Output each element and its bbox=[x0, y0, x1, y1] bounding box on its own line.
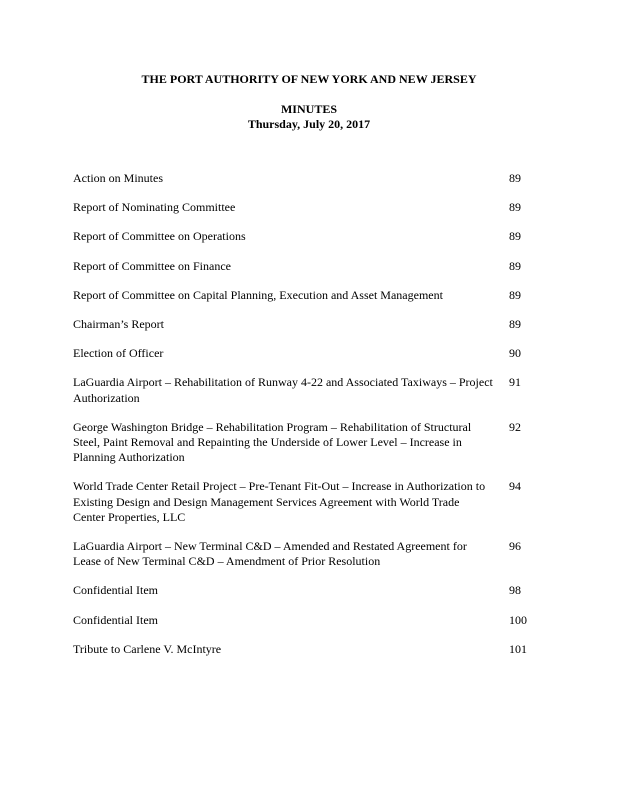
toc-entry-page-number: 89 bbox=[509, 317, 521, 332]
toc-entry bbox=[73, 171, 533, 186]
toc-entry bbox=[73, 642, 533, 657]
toc-entry bbox=[73, 479, 533, 525]
toc-entry-title: Election of Officer bbox=[73, 346, 164, 361]
page-title: MINUTES bbox=[280, 102, 337, 116]
toc-entry-title: Confidential Item bbox=[73, 612, 158, 627]
toc-entry-title: Confidential Item bbox=[73, 583, 158, 598]
toc-entry bbox=[73, 539, 533, 569]
toc-entry-page-number: 100 bbox=[509, 612, 527, 627]
toc-entry-title: Report of Committee on Capital Planning, Execution and Asset Management bbox=[73, 287, 443, 302]
toc-entry-title: LaGuardia Airport – New Terminal C&D – Amended and Restated Agreement for Lease of New Terminal C&D – Amendment of Prior Resolution bbox=[73, 539, 467, 569]
toc-entry-title: Report of Committee on Finance bbox=[73, 258, 231, 273]
toc-entry-title: World Trade Center Retail Project – Pre-Tenant Fit-Out – Increase in Authorization to Existing Design and Design Management Services Agreement with World Trade Center Properties, LLC bbox=[73, 479, 486, 524]
toc-entry bbox=[73, 288, 533, 303]
toc-entry bbox=[73, 613, 533, 628]
toc-entry-page-number: 91 bbox=[509, 375, 521, 390]
toc-entry-page-number: 90 bbox=[509, 346, 521, 361]
toc-entry-page-number: 92 bbox=[509, 419, 521, 434]
toc-entry-title: Chairman’s Report bbox=[73, 317, 164, 332]
toc-entry bbox=[73, 259, 533, 274]
toc-entry bbox=[73, 229, 533, 244]
toc-entry-page-number: 94 bbox=[509, 479, 521, 494]
toc-entry bbox=[73, 375, 533, 405]
table-of-contents bbox=[73, 171, 533, 671]
toc-entry-page-number: 89 bbox=[509, 171, 521, 185]
toc-entry-page-number: 89 bbox=[509, 229, 521, 244]
toc-entry bbox=[73, 346, 533, 361]
toc-entry-title: LaGuardia Airport – Rehabilitation of Runway 4-22 and Associated Taxiways – Project Authorization bbox=[73, 375, 493, 405]
toc-entry bbox=[73, 583, 533, 598]
toc-entry-page-number: 96 bbox=[509, 539, 521, 554]
toc-entry-title: Report of Nominating Committee bbox=[73, 200, 236, 215]
meeting-date: Thursday, July 20, 2017 bbox=[247, 117, 371, 131]
toc-entry bbox=[73, 200, 533, 215]
toc-entry-page-number: 89 bbox=[509, 258, 521, 273]
toc-entry-page-number: 89 bbox=[509, 200, 521, 215]
toc-entry-page-number: 98 bbox=[509, 583, 521, 598]
toc-entry-title: Action on Minutes bbox=[73, 171, 163, 185]
toc-entry-title: Report of Committee on Operations bbox=[73, 229, 246, 244]
toc-entry-page-number: 101 bbox=[509, 641, 527, 656]
organization-heading: THE PORT AUTHORITY OF NEW YORK AND NEW JERSEY bbox=[141, 72, 477, 86]
toc-entry-title: Tribute to Carlene V. McIntyre bbox=[73, 641, 222, 656]
toc-entry-title: George Washington Bridge – Rehabilitation Program – Rehabilitation of Structural Steel, Paint Removal and Repainting the Underside of Lower Level – Increase in Planning Authorization bbox=[73, 419, 472, 465]
toc-entry bbox=[73, 317, 533, 332]
toc-entry-page-number: 89 bbox=[509, 287, 521, 302]
toc-entry bbox=[73, 420, 533, 466]
